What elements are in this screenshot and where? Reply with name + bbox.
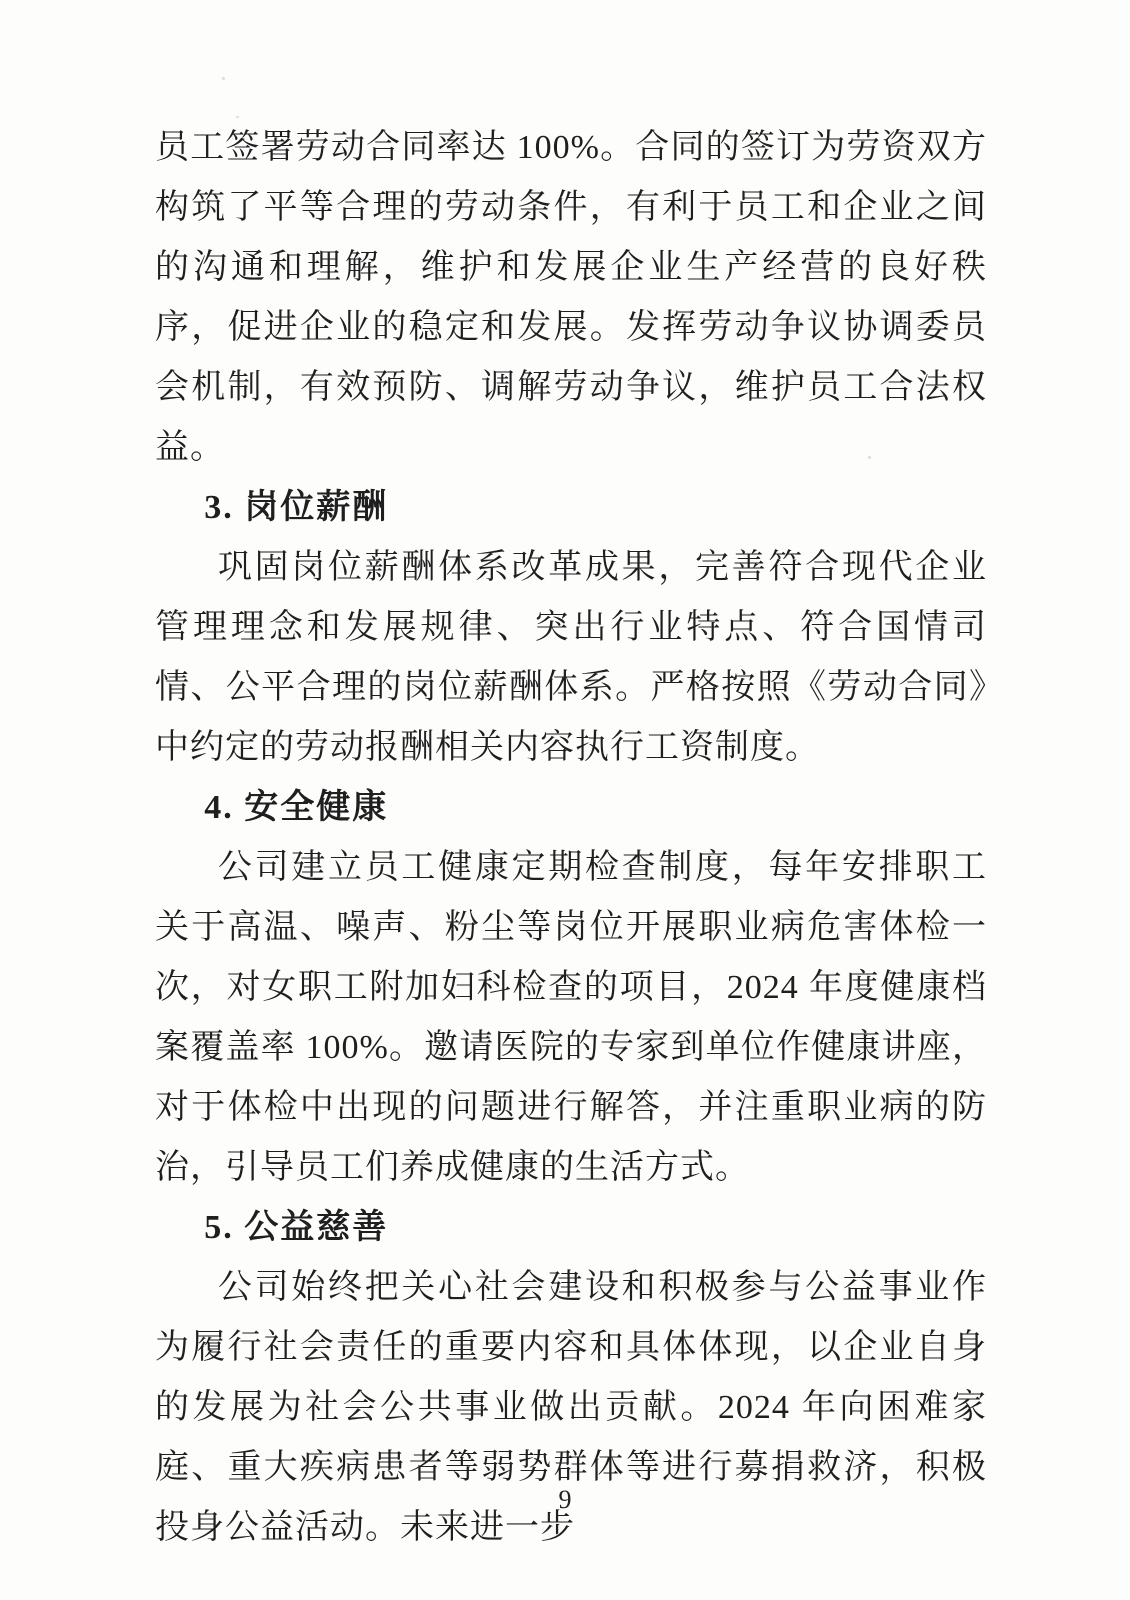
paragraph: 员工签署劳动合同率达 100%。合同的签订为劳资双方构筑了平等合理的劳动条件，有利于员工和企业之间的沟通和理解，维护和发展企业生产经营的良好秩序，促进企业的稳定和发展。发挥劳动争议协调委员会机制，有效预防、调解劳动争议，维护员工合法权益。 — [155, 129, 987, 466]
paragraph: 巩固岗位薪酬体系改革成果，完善符合现代企业管理理念和发展规律、突出行业特点、符合国情司情、公平合理的岗位薪酬体系。严格按照《劳动合同》中约定的劳动报酬相关内容执行工资制度。 — [155, 549, 987, 766]
section-heading: 4. 安全健康 — [204, 789, 389, 826]
paragraph: 公司始终把关心社会建设和积极参与公益事业作为履行社会责任的重要内容和具体体现，以企业自身的发展为社会公共事业做出贡献。2024 年向困难家庭、重大疾病患者等弱势群体等进行募捐救济，积极投身公益活动。未来进一步 — [155, 1269, 987, 1546]
page-number: 9 — [558, 1485, 572, 1514]
paragraph: 公司建立员工健康定期检查制度，每年安排职工关于高温、噪声、粉尘等岗位开展职业病危害体检一次，对女职工附加妇科检查的项目，2024 年度健康档案覆盖率 100%。邀请医院的专家到单位作健康讲座，对于体检中出现的问题进行解答，并注重职业病的防治，引导员工们养成健康的生活方式。 — [155, 849, 987, 1186]
section-heading: 3. 岗位薪酬 — [204, 489, 389, 526]
document-body — [155, 118, 987, 1558]
scan-speck — [222, 77, 225, 80]
page-footer — [0, 1482, 1130, 1518]
section-heading: 5. 公益慈善 — [204, 1209, 389, 1246]
